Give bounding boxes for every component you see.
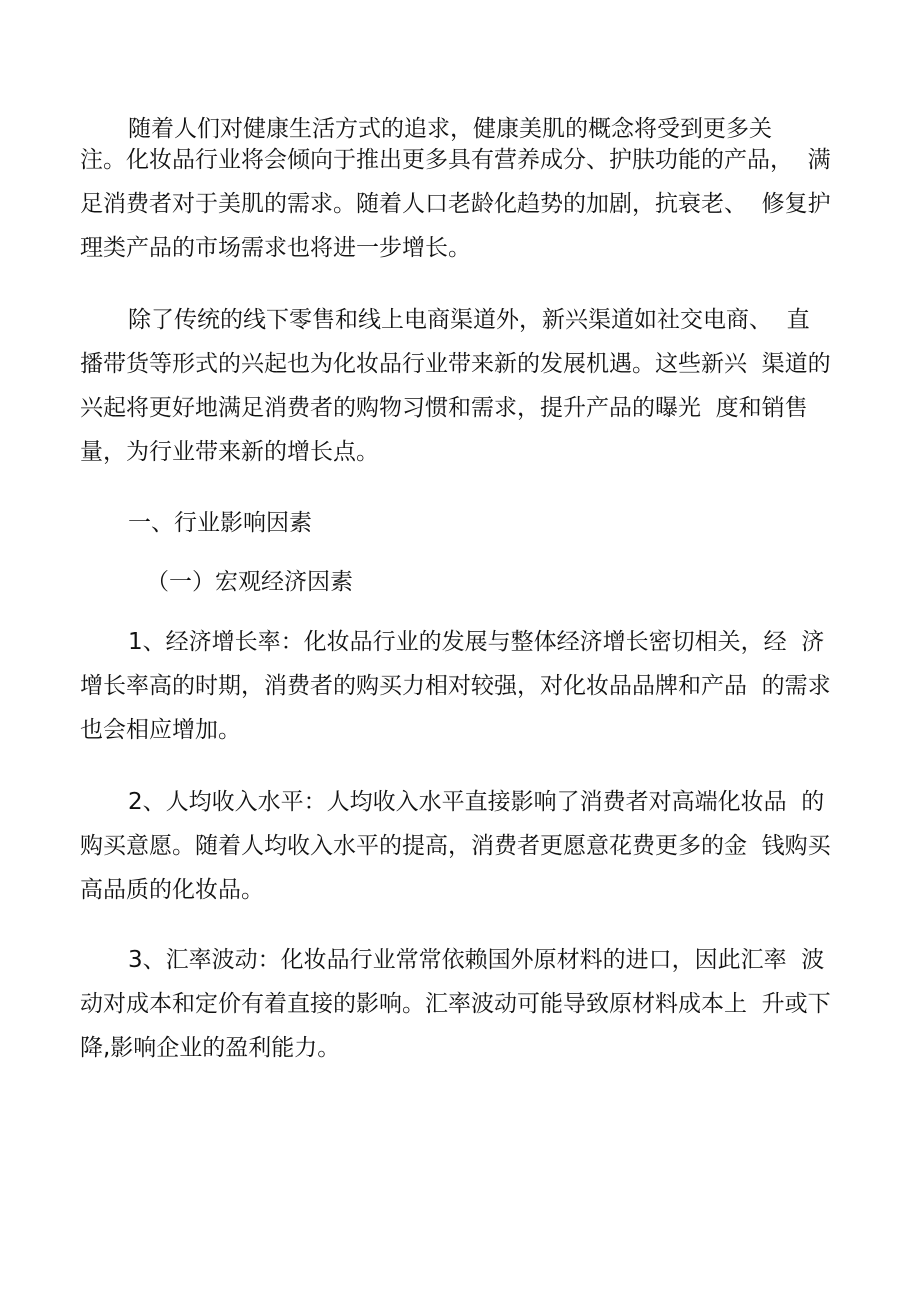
item-1-line-3: 也会相应增加。 <box>80 717 241 743</box>
paragraph-2-line-3: 兴起将更好地满足消费者的购物习惯和需求，提升产品的曝光 度和销售 <box>80 395 808 421</box>
paragraph-1-line-4: 理类产品的市场需求也将进一步增长。 <box>80 235 471 261</box>
subsection-heading: （一）宏观经济因素 <box>146 569 353 595</box>
paragraph-1-line-1: 随着人们对健康生活方式的追求，健康美肌的概念将受到更多关 <box>128 116 772 142</box>
item-3-line-2: 动对成本和定价有着直接的影响。汇率波动可能导致原材料成本上 升或下 <box>80 991 831 1017</box>
item-1-line-2: 增长率高的时期，消费者的购买力相对较强，对化妆品品牌和产品 的需求 <box>80 673 831 699</box>
item-2-line-3: 高品质的化妆品。 <box>80 877 264 903</box>
section-heading: 一、行业影响因素 <box>128 510 312 536</box>
item-1-line-1: 1、经济增长率：化妆品行业的发展与整体经济增长密切相关，经 济 <box>128 629 825 655</box>
item-3-line-3: 降,影响企业的盈利能力。 <box>80 1035 341 1061</box>
paragraph-2-line-4: 量，为行业带来新的增长点。 <box>80 439 379 465</box>
paragraph-1-line-3: 足消费者对于美肌的需求。随着人口老龄化趋势的加剧，抗衰老、 修复护 <box>80 191 831 217</box>
item-2-line-1: 2、人均收入水平：人均收入水平直接影响了消费者对高端化妆品 的 <box>128 789 825 815</box>
paragraph-2-line-2: 播带货等形式的兴起也为化妆品行业带来新的发展机遇。这些新兴 渠道的 <box>80 351 831 377</box>
paragraph-1-line-2: 注。化妆品行业将会倾向于推出更多具有营养成分、护肤功能的产品， 满 <box>80 147 831 173</box>
item-3-line-1: 3、汇率波动：化妆品行业常常依赖国外原材料的进口，因此汇率 波 <box>128 947 825 973</box>
paragraph-2-line-1: 除了传统的线下零售和线上电商渠道外，新兴渠道如社交电商、 直 <box>128 307 810 333</box>
item-2-line-2: 购买意愿。随着人均收入水平的提高，消费者更愿意花费更多的金 钱购买 <box>80 833 831 859</box>
